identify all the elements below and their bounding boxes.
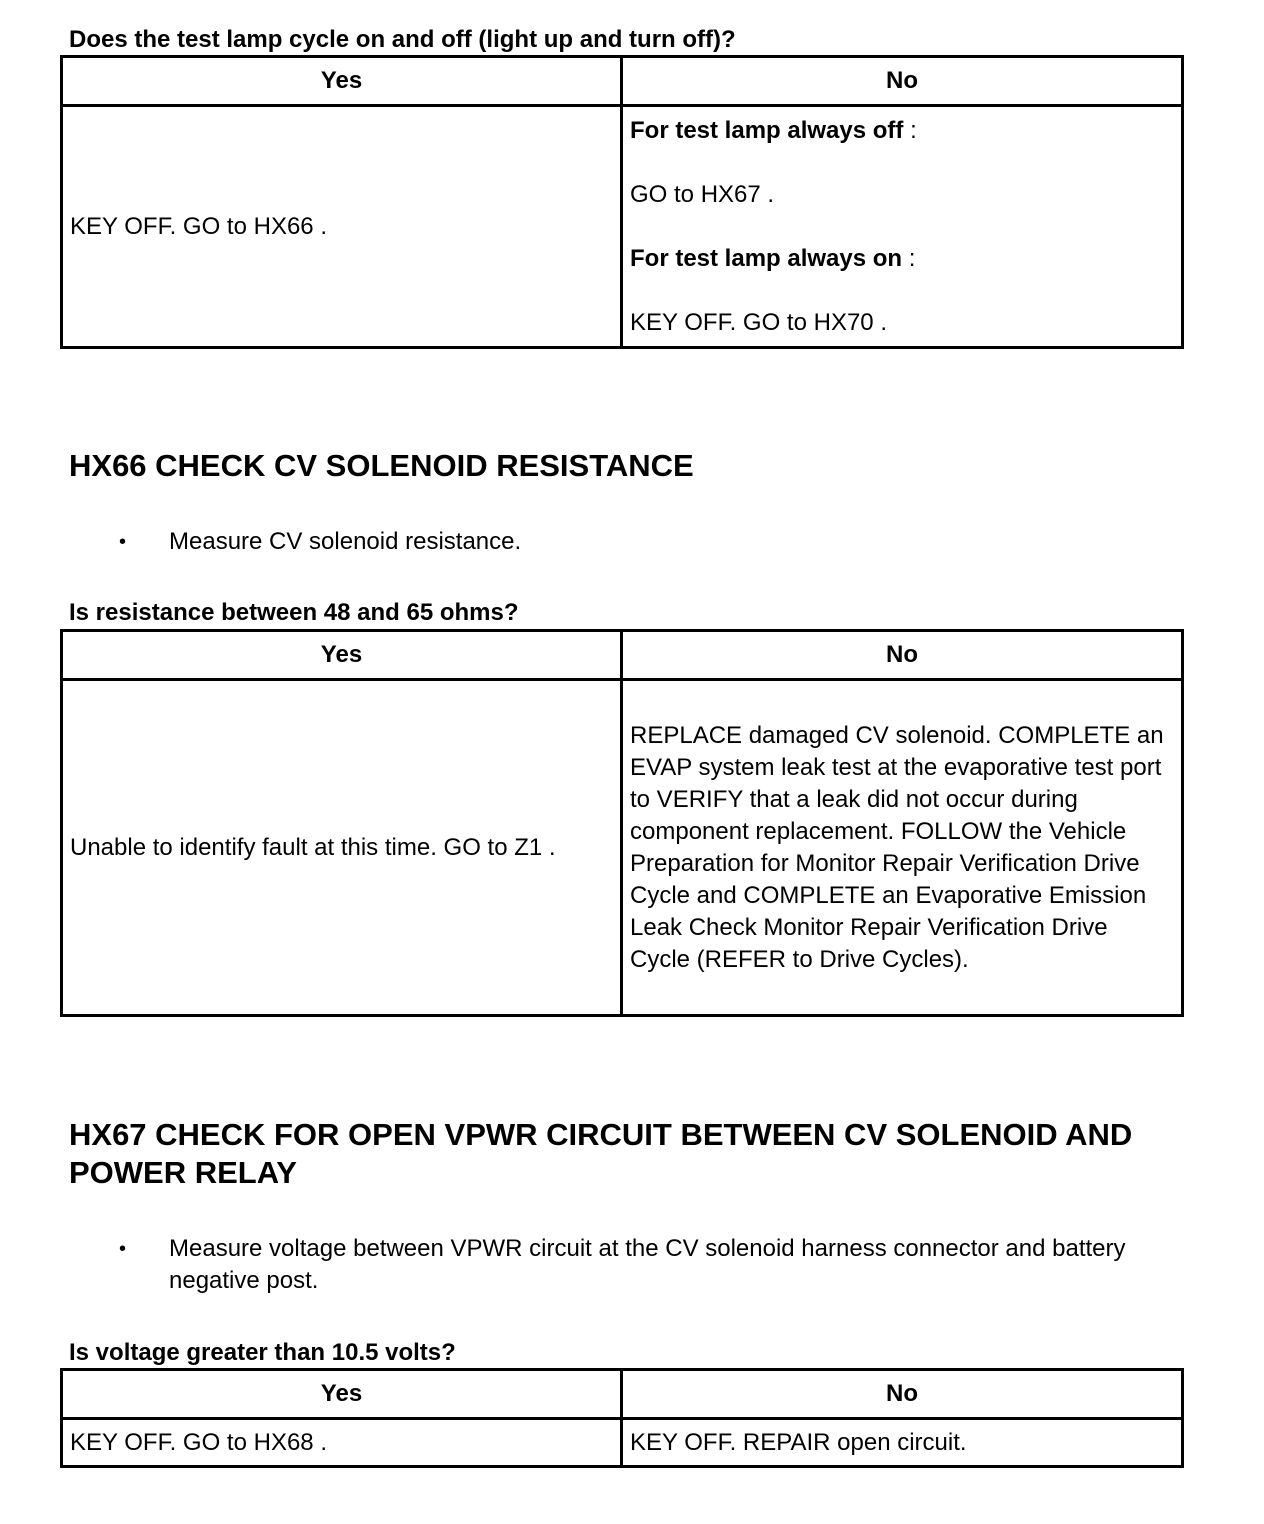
table-header-row — [62, 57, 1183, 106]
no-header: No — [622, 631, 1183, 680]
yes-header: Yes — [62, 1370, 622, 1419]
no-header: No — [622, 1370, 1183, 1419]
yes-header: Yes — [62, 57, 622, 106]
always-on-action: KEY OFF. GO to HX70 . — [630, 308, 887, 336]
table-header-row — [62, 1370, 1183, 1419]
always-on-label: For test lamp always on — [630, 244, 903, 272]
heading-hx67: HX67 CHECK FOR OPEN VPWR CIRCUIT BETWEEN CV SOLENOID AND POWER RELAY — [69, 1117, 1133, 1190]
yes-cell: KEY OFF. GO to HX66 . — [62, 106, 622, 348]
table-row — [62, 680, 1183, 1016]
yes-header: Yes — [62, 631, 622, 680]
always-on-separator: : — [902, 244, 916, 272]
table-row — [62, 1419, 1183, 1467]
decision-table-voltage — [60, 1368, 1184, 1468]
heading-hx66: HX66 CHECK CV SOLENOID RESISTANCE — [69, 448, 694, 483]
instruction-text: Measure voltage between VPWR circuit at the CV solenoid harness connector and battery negative post. — [169, 1235, 1126, 1294]
yes-cell: Unable to identify fault at this time. GO to Z1 . — [62, 680, 622, 1016]
yes-cell: KEY OFF. GO to HX68 . — [62, 1419, 622, 1467]
list-item — [119, 1233, 1199, 1297]
no-cell — [622, 106, 1183, 348]
question-resistance: Is resistance between 48 and 65 ohms? — [69, 599, 519, 626]
bullet-icon: • — [119, 1238, 127, 1260]
list-item — [119, 526, 1199, 558]
decision-table-test-lamp — [60, 55, 1184, 349]
table-header-row — [62, 631, 1183, 680]
question-test-lamp-cycle: Does the test lamp cycle on and off (light up and turn off)? — [69, 26, 736, 53]
no-cell: KEY OFF. REPAIR open circuit. — [622, 1419, 1183, 1467]
instruction-text: Measure CV solenoid resistance. — [169, 528, 522, 555]
no-header: No — [622, 57, 1183, 106]
table-row — [62, 106, 1183, 348]
always-off-action: GO to HX67 . — [630, 180, 775, 208]
always-off-separator: : — [903, 116, 917, 144]
decision-table-resistance — [60, 629, 1184, 1017]
bullet-icon: • — [119, 531, 127, 553]
no-block-always-off — [630, 115, 1174, 147]
question-voltage: Is voltage greater than 10.5 volts? — [69, 1339, 456, 1366]
always-off-label: For test lamp always off — [630, 116, 904, 144]
no-cell: REPLACE damaged CV solenoid. COMPLETE an EVAP system leak test at the evaporative test port to VERIFY that a leak did not occur during component replacement. FOLLOW the Vehicle Preparation for Monitor Repair Verification Drive Cycle and COMPLETE an Evaporative Emission Leak Check Monitor Repair Verification Drive Cycle (REFER to Drive Cycles). — [622, 680, 1183, 1016]
no-block-always-on — [630, 243, 1174, 275]
